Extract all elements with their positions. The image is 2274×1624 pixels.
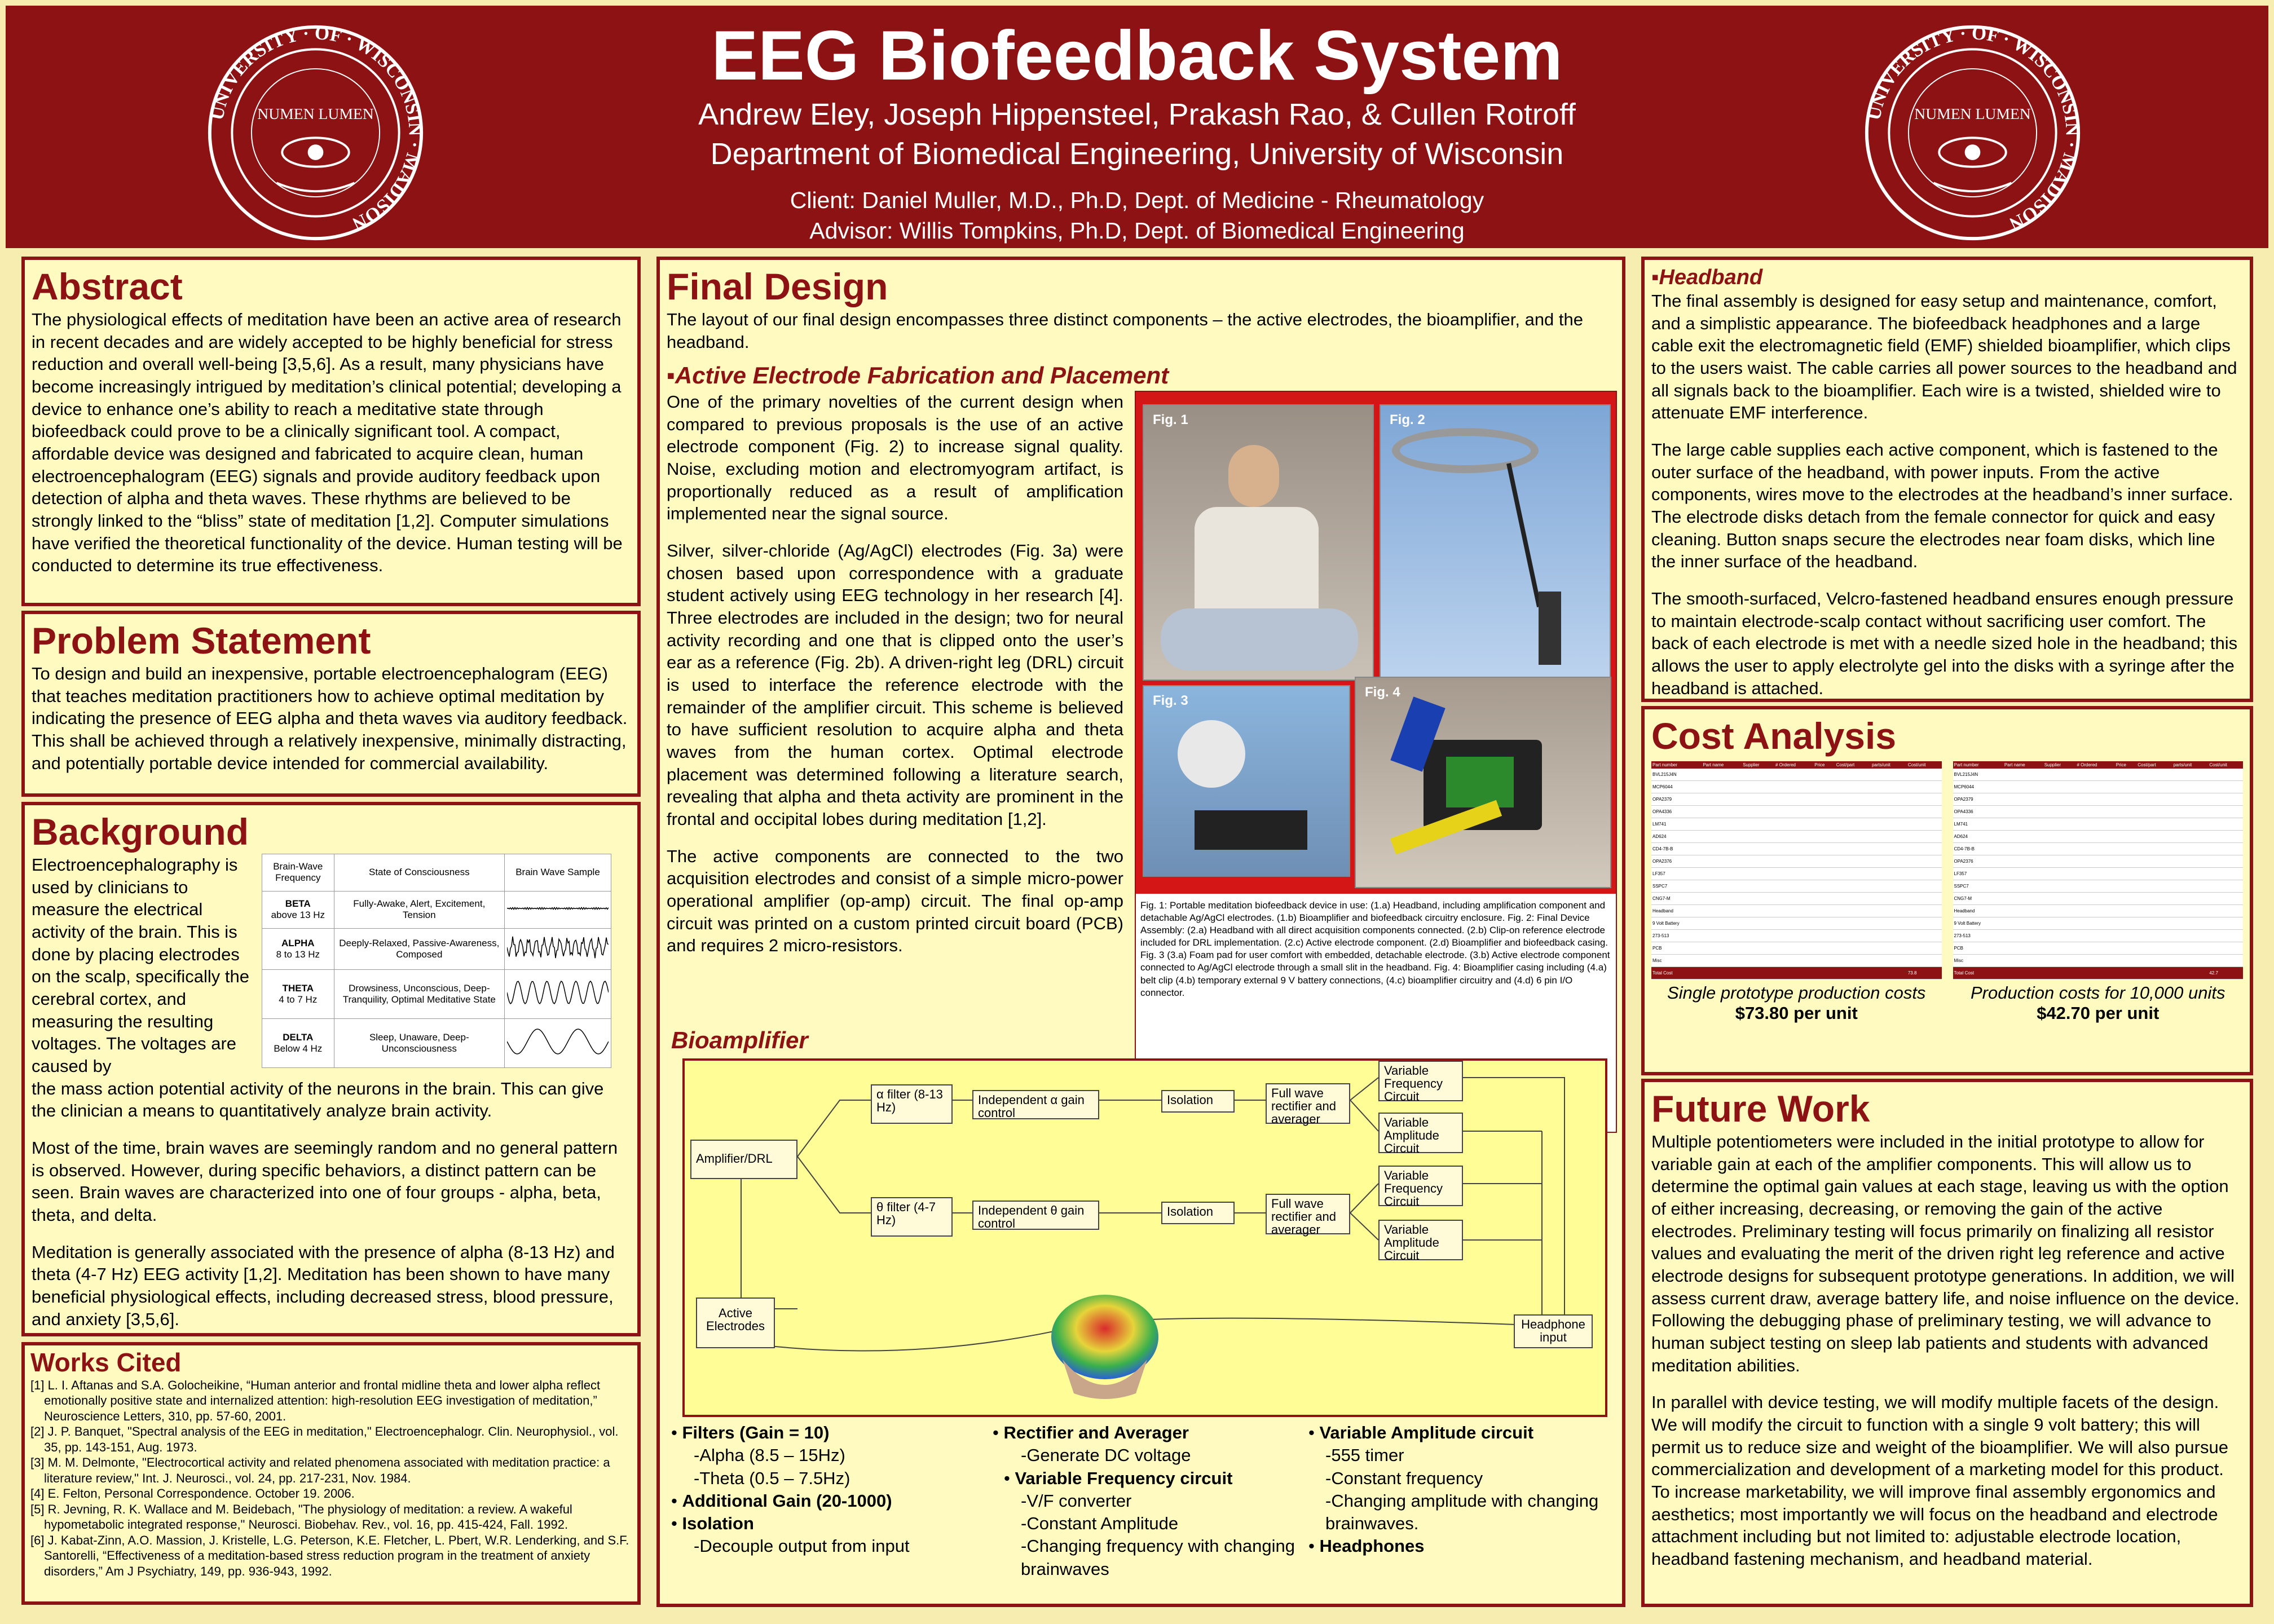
cost-row (1953, 905, 2244, 917)
abstract-text: The physiological effects of meditation have been an active area of research in recent decades and are widely accepted to be highly beneficial for stress reduction and overall well-being [3,5,6]. As a result, many physicians have become increasingly intrigued by meditation’s clinical potential; developing a device to enhance one’s ability to reach a meditative state through biofeedback could prove to be a clinically significant tool. A compact, affordable device was designed and fabricated to acquire clean, human electroencephalogram (EEG) signals and provide auditory feedback upon detection of alpha and theta waves. These rhythms are believed to be strongly linked to the “bliss” state of meditation [1,2]. Computer simulations have verified the theoretical functionality of the device. Human testing will be conducted to determine its true effectiveness. (32, 309, 623, 576)
cost-heading: Cost Analysis (1651, 715, 1897, 757)
bullet-item: -Decouple output from input (694, 1536, 910, 1556)
cost-row (1953, 942, 2244, 955)
bullet-item: -Generate DC voltage (1021, 1445, 1191, 1466)
var-amp-block-alpha: Variable Amplitude Circuit (1378, 1113, 1463, 1153)
fig3-photo (1143, 685, 1350, 877)
alpha-gain-block: Independent α gain control (972, 1090, 1099, 1119)
brain-head-image (1040, 1292, 1170, 1405)
cost-row (1651, 930, 1942, 942)
cost-part: LM741 (1953, 818, 2003, 831)
cost-col-header: Part name (2003, 761, 2043, 769)
advisor-line: Advisor: Willis Tompkins, Ph.D, Dept. of Biomedical Engineering (809, 218, 1465, 244)
bwt-name: BETA (285, 898, 311, 910)
poster-title: EEG Biofeedback System (711, 17, 1563, 95)
headband-p1: The final assembly is designed for easy setup and maintenance, comfort, and a simplistic appearance. The biofeedback headphones and a large cable exit the electromagnetic field (EMF) shielded bioamplifier, which clips to the users waist. The cable carries all power sources to the headband and all signals back to the bioamplifier. Each wire is a twisted, shielded wire to attenuate EMF interference. (1651, 291, 2237, 423)
future-heading: Future Work (1651, 1088, 1870, 1129)
cost-table-prototype (1651, 761, 1942, 980)
bwt-freq: Below 4 Hz (274, 1043, 323, 1054)
bwt-state: Fully-Awake, Alert, Excitement, Tension (334, 891, 504, 928)
cost-part: PCB (1953, 942, 2003, 955)
var-freq-block-alpha: Variable Frequency Circuit (1378, 1061, 1463, 1101)
cost-part: OPA4336 (1651, 806, 1702, 818)
future-work-panel (1641, 1079, 2253, 1607)
background-intro: Electroencephalography is used by clinicians to measure the electrical activity of the brain. This is done by placing electrodes on the scalp, specifically the cerebral cortex, and measuring the resulting voltages. The voltages are caused by (32, 854, 249, 1076)
cost-row (1953, 930, 2244, 942)
bullet-item: Isolation (682, 1513, 754, 1534)
isolation-block-theta: Isolation (1161, 1202, 1235, 1224)
works-cited-heading: Works Cited (30, 1348, 182, 1377)
cost-caption-production: Production costs for 10,000 units (1971, 983, 2225, 1003)
svg-text:NUMEN LUMEN: NUMEN LUMEN (257, 104, 374, 122)
bullet-item: Variable Frequency circuit (1015, 1468, 1233, 1488)
cost-total-value: 73.8 (1907, 967, 1942, 979)
cost-row (1651, 831, 1942, 843)
isolation-block-alpha: Isolation (1161, 1090, 1235, 1113)
department: Department of Biomedical Engineering, University of Wisconsin (710, 137, 1564, 171)
bullet-item: Headphones (1319, 1536, 1425, 1556)
bullet-item: -V/F converter (1021, 1490, 1132, 1511)
bioamp-box (1539, 592, 1561, 665)
cost-part: Misc (1651, 955, 1702, 967)
background-p2: Most of the time, brain waves are seemingly random and no general pattern is observed. However, during specific behaviors, a distinct pattern can be seen. Brain waves are characterized into one of four groups - alpha, beta, theta, and delta. (32, 1137, 618, 1225)
reference-item: [5] R. Jevning, R. K. Wallace and M. Beidebach, "The physiology of meditation: a review. A wakeful hypometabolic integrated response," Neurosci. Biobehav. Rev., vol. 16, pp. 415-424, Fall. 1992. (30, 1502, 572, 1532)
cost-row (1953, 868, 2244, 880)
bullet-item: Rectifier and Averager (1003, 1423, 1189, 1442)
cost-part: Headband (1651, 905, 1702, 917)
bullets-col3: • Variable Amplitude circuit -555 timer -Constant frequency -Changing amplitude with changing brainwaves. • Headphones (1308, 1422, 1624, 1558)
beta-wave-sample (507, 900, 609, 917)
fig2-label: Fig. 2 (1390, 412, 1425, 427)
cost-row (1953, 855, 2244, 868)
cost-row (1651, 843, 1942, 855)
reference-item: [6] J. Kabat-Zinn, A.O. Massion, J. Kristelle, L.G. Peterson, K.E. Fletcher, L. Pbert, W.R. Lenderking, and S.F. Santorelli, “Effectiveness of a meditation-based stress reduction program in the treatment of anxiety disorders,” Am J Psychiatry, 149, pp. 936-943, 1992. (30, 1533, 629, 1578)
cost-part: OPA4336 (1953, 806, 2003, 818)
cost-part: MCP6044 (1953, 781, 2003, 793)
cost-row (1651, 855, 1942, 868)
cost-row (1953, 769, 2244, 781)
bullet-item: Additional Gain (20-1000) (682, 1490, 892, 1511)
headband-ring (1392, 428, 1539, 473)
bullet-item: Variable Amplitude circuit (1319, 1423, 1534, 1442)
cost-row (1651, 955, 1942, 967)
bullet-item: -Theta (0.5 – 7.5Hz) (694, 1468, 850, 1488)
cost-total-label: Total Cost (1651, 967, 1702, 979)
bullets-col2: • Rectifier and Averager -Generate DC voltage • Variable Frequency circuit -V/F converter -Constant Amplitude -Changing frequency with changing brainwaves (993, 1422, 1308, 1581)
cost-price-prototype: $73.80 per unit (1735, 1003, 1858, 1023)
cost-col-header: Supplier (1742, 761, 1774, 769)
cost-total-label: Total Cost (1953, 967, 2003, 979)
abstract-heading: Abstract (32, 266, 183, 307)
poster-header (0, 0, 2274, 254)
problem-heading: Problem Statement (32, 620, 371, 661)
person-torso (1195, 507, 1319, 620)
fig2-photo (1380, 404, 1611, 681)
cost-part: AD624 (1953, 831, 2003, 843)
cost-row (1651, 905, 1942, 917)
background-intro-cont: the mass action potential activity of the neurons in the brain. This can give the clinician a means to quantitatively analyze brain activity. (32, 1078, 604, 1121)
reference-list (30, 1378, 632, 1579)
bullet-item: -Alpha (8.5 – 15Hz) (694, 1445, 845, 1466)
cost-part: 9 Volt Battery (1651, 917, 1702, 930)
cost-row (1953, 793, 2244, 806)
cable (1506, 463, 1541, 607)
cost-part: SSPC7 (1651, 880, 1702, 893)
fig3-label: Fig. 3 (1153, 693, 1188, 708)
bwt-header-sample: Brain Wave Sample (504, 854, 611, 891)
headband-p3: The smooth-surfaced, Velcro-fastened headband ensures enough pressure to maintain electrode-scalp contact without sacrificing user comfort. The back of each electrode is met with a needle sized hole in the headband; this allows the user to apply electrolyte gel into the disks with a syringe after the headband is attached. (1651, 589, 2238, 698)
cost-col-header: Cost/part (1835, 761, 1871, 769)
electrode-subheading: ▪Active Electrode Fabrication and Placement (667, 362, 1169, 389)
cost-part: MCP6044 (1651, 781, 1702, 793)
active-component (1195, 810, 1307, 850)
cost-col-header: Price (1813, 761, 1835, 769)
theta-wave-sample (507, 978, 609, 1007)
cost-col-header: Price (2115, 761, 2137, 769)
cost-part: Misc (1953, 955, 2003, 967)
fig4-photo (1355, 677, 1611, 888)
background-panel (21, 802, 641, 1336)
bullet-item: -Constant Amplitude (1021, 1513, 1179, 1534)
pcb (1446, 757, 1514, 807)
svg-text:UNIVERSITY · OF · WISCONSIN ·: UNIVERSITY · OF · WISCONSIN · MADISON (206, 23, 426, 235)
cost-part: OPA2376 (1651, 855, 1702, 868)
active-electrodes-block: Active Electrodes (696, 1298, 775, 1348)
cost-col-header: # Ordered (1774, 761, 1813, 769)
cost-part: 9 Volt Battery (1953, 917, 2003, 930)
brainwave-table (262, 854, 611, 1068)
headband-panel (1641, 257, 2253, 702)
authors: Andrew Eley, Joseph Hippensteel, Prakash Rao, & Cullen Rotroff (698, 98, 1576, 131)
cost-col-header: Cost/part (2136, 761, 2172, 769)
person-legs (1161, 608, 1358, 670)
cost-panel (1641, 706, 2253, 1075)
cost-row (1953, 955, 2244, 967)
problem-panel (21, 611, 641, 797)
electrode-p1: One of the primary novelties of the current design when compared to previous proposals is the use of an active electrode component (Fig. 2) to increase signal quality. Noise, excluding motion and electromyogram artifact, is proportionally reduced as a result of amplification implemented near the signal source. (667, 392, 1123, 524)
cost-row (1651, 818, 1942, 831)
theta-filter-block: θ filter (4-7 Hz) (871, 1197, 953, 1237)
future-p2: In parallel with device testing, we will modify multiple facets of the design. We will modify the circuit to function with a single 9 volt battery; this will permit us to reduce size and weight of the bioamplifier. We will also pursue commercialization and development of a marketing model for this product. To increase marketability, we will improve final assembly ergonomics and aesthetics; most importantly we will focus on the headband and electrode attachment including but not limited to: adjustable electrode location, headband fastening mechanism, and headband material. (1651, 1392, 2228, 1569)
bullet-item: -555 timer (1325, 1445, 1404, 1466)
bwt-state: Drowsiness, Unconscious, Deep-Tranquility, Optimal Meditative State (334, 969, 504, 1018)
cost-row (1651, 793, 1942, 806)
cost-part: BVL215J4N (1953, 769, 2003, 781)
bwt-state: Sleep, Unaware, Deep-Unconsciousness (334, 1018, 504, 1067)
cost-row (1651, 880, 1942, 893)
var-amp-block-theta: Variable Amplitude Circuit (1378, 1220, 1463, 1260)
cost-row (1953, 880, 2244, 893)
client-line: Client: Daniel Muller, M.D., Ph.D, Dept. of Medicine - Rheumatology (790, 187, 1484, 213)
cost-part: PCB (1651, 942, 1702, 955)
bwt-row (262, 891, 611, 928)
rectifier-block-alpha: Full wave rectifier and averager (1266, 1083, 1350, 1124)
cost-col-header: Part number (1651, 761, 1702, 769)
person-head (1228, 445, 1279, 507)
cost-col-header: parts/unit (1871, 761, 1907, 769)
block-diagram (682, 1058, 1607, 1417)
cost-row (1651, 868, 1942, 880)
bwt-name: DELTA (283, 1031, 314, 1043)
cost-row (1651, 781, 1942, 793)
cost-part: CNG7-M (1953, 893, 2003, 905)
cost-row (1953, 781, 2244, 793)
future-p1: Multiple potentiometers were included in the initial prototype to allow for variable gain at each of the amplifier components. This will allow us to determine the optimal gain values at each stage, leaving us with the option of either increasing, decreasing, or removing the gain of the active electrodes. Preliminary testing will focus primarily on finalizing all resistor values and evaluating the merit of the driven right leg reference and active electrode designs for subsequent prototype generations. In addition, we will assess current draw, average battery life, and noise influence on the device. Following the debugging phase of preliminary testing, we will advance to human subject testing on sleep lab patients and students with advanced meditation abilities. (1651, 1131, 2240, 1375)
svg-text:UNIVERSITY · OF · WISCONSIN ·: UNIVERSITY · OF · WISCONSIN · MADISON (1863, 23, 2083, 235)
cost-col-header: Part number (1953, 761, 2003, 769)
bwt-freq: 4 to 7 Hz (279, 994, 318, 1005)
cost-row (1953, 893, 2244, 905)
problem-text: To design and build an inexpensive, portable electroencephalogram (EEG) that teaches meditation practitioners how to achieve optimal meditation by indicating the presence of EEG alpha and theta waves via auditory feedback. This shall be achieved through a relatively inexpensive, minimally distracting, and potentially portable device intended for commercial availability. (32, 663, 628, 773)
bioamp-subheading: Bioamplifier (671, 1027, 808, 1053)
cost-part: 273-513 (1953, 930, 2003, 942)
headband-p2: The large cable supplies each active component, which is fastened to the outer surface of the headband, with power inputs. From the active components, wires move to the electrodes at the headband’s inner surface. The electrode disks detach from the female connector for quick and easy cleaning. Button snaps secure the electrodes near foam disks, which line the inner surface of the headband. (1651, 440, 2233, 572)
cost-total-value: 42.7 (2208, 967, 2243, 979)
electrode-text (667, 391, 1123, 972)
bwt-header-freq: Brain-Wave Frequency (262, 854, 334, 891)
bwt-freq: above 13 Hz (271, 910, 325, 921)
cost-row (1651, 769, 1942, 781)
cost-row (1953, 818, 2244, 831)
cost-row (1651, 893, 1942, 905)
cost-row (1953, 806, 2244, 818)
cost-total-row (1651, 967, 1942, 979)
cost-row (1953, 917, 2244, 930)
cost-col-header: parts/unit (2172, 761, 2208, 769)
rectifier-block-theta: Full wave rectifier and averager (1266, 1194, 1350, 1234)
bullet-item: -Changing amplitude with changing brainwaves. (1325, 1490, 1599, 1534)
cost-part: LF357 (1953, 868, 2003, 880)
cost-part: 273-513 (1651, 930, 1702, 942)
var-freq-block-theta: Variable Frequency Circuit (1378, 1166, 1463, 1206)
cost-col-header: Supplier (2043, 761, 2076, 769)
cost-col-header: Cost/unit (1907, 761, 1942, 769)
electrode-p3: The active components are connected to the two acquisition electrodes and consist of a simple micro-power operational amplifier (op-amp) circuit. The final op-amp circuit was printed on a custom printed circuit board (PCB) and requires 2 micro-resistors. (667, 846, 1123, 956)
reference-item: [3] M. M. Delmonte, "Electrocortical activity and related phenomena associated with meditation practice: a literature review," Int. J. Neurosci., vol. 24, pp. 217-231, Nov. 1984. (30, 1455, 610, 1485)
bwt-row (262, 969, 611, 1018)
headband-heading: ▪Headband (1651, 266, 1763, 289)
fig4-label: Fig. 4 (1365, 685, 1400, 700)
bullet-item: -Changing frequency with changing brainwaves (1021, 1536, 1295, 1579)
figure-block (1135, 391, 1617, 1133)
theta-gain-block: Independent θ gain control (972, 1201, 1099, 1230)
cost-part: CNG7-M (1651, 893, 1702, 905)
svg-text:NUMEN LUMEN: NUMEN LUMEN (1914, 104, 2031, 122)
bwt-row (262, 928, 611, 969)
bwt-name: THETA (282, 982, 314, 994)
background-p3: Meditation is generally associated with the presence of alpha (8-13 Hz) and theta (4-7 Hz) EEG activity [1,2]. Meditation has been shown to have many beneficial physiological effects, including decreased stress, blood pressure, and anxiety [3,5,6]. (32, 1242, 615, 1329)
cost-col-header: # Ordered (2075, 761, 2114, 769)
reference-item: [1] L. I. Aftanas and S.A. Golocheikine, “Human anterior and frontal midline theta and lower alpha reflect emotionally positive state and internalized attention: high-resolution EEG investigation of meditation,” Neuroscience Letters, 310, pp. 57-60, 2001. (30, 1378, 601, 1423)
cost-table-production (1953, 761, 2244, 980)
bullet-item: -Constant frequency (1325, 1468, 1483, 1488)
electrode-p2: Silver, silver-chloride (Ag/AgCl) electrodes (Fig. 3a) were chosen based upon correspondence with a graduate student actively using EEG technology in her research [4]. Three electrodes are included in the design; two for neural activity recording and one that is clipped onto the user’s ear as a reference (Fig. 2b). A driven-right leg (DRL) circuit is used to interface the reference electrode with the remainder of the amplifier circuit. This scheme is believed to have sufficient resolution to acquire alpha and theta waves from the human cortex. Optimal electrode placement was determined following a literature search, revealing that alpha and theta activity are prominent in the frontal and occipital lobes during meditation [1,2]. (667, 541, 1123, 829)
bullet-item: Filters (Gain = 10) (682, 1423, 830, 1442)
cost-part: AD624 (1651, 831, 1702, 843)
alpha-wave-sample (507, 936, 609, 959)
figure-caption: Fig. 1: Portable meditation biofeedback device in use: (1.a) Headband, including amplification component and detachable Ag/AgCl electrodes. (1.b) Bioamplifier and biofeedback circuitry enclosure. Fig. 2: Final Device Assembly: (2.a) Headband with all direct acquisition components connected. (2.b) Clip-on reference electrode included for DRL implementation. (2.c) Active electrode component. (2.d) Bioamplifier and biofeedback casing. Fig. 3 (3.a) Foam pad for user comfort with embedded, detachable electrode. (3.b) Active electrode component connected to Ag/AgCl electrode through a small slit in the headband. Fig. 4: Bioamplifier casing including (4.a) belt clip (4.b) temporary external 9 V battery connections, (4.c) bioamplifier circuitry and (4.d) 6 pin I/O connector. (1140, 900, 1610, 998)
cost-caption-prototype: Single prototype production costs (1667, 983, 1926, 1003)
works-cited-panel (21, 1342, 641, 1605)
cost-total-row (1953, 967, 2244, 979)
cost-part: OPA2379 (1651, 793, 1702, 806)
bwt-name: ALPHA (281, 937, 315, 948)
cost-part: Headband (1953, 905, 2003, 917)
cost-col-header: Cost/unit (2208, 761, 2243, 769)
cost-col-header: Part name (1702, 761, 1742, 769)
abstract-panel (21, 257, 641, 606)
amplifier-drl-block: Amplifier/DRL (690, 1140, 797, 1179)
delta-wave-sample (507, 1027, 609, 1056)
foam-pad (1178, 720, 1245, 788)
cost-part: CD4-7B-B (1651, 843, 1702, 855)
cost-price-production: $42.70 per unit (2037, 1003, 2160, 1023)
reference-item: [2] J. P. Banquet, "Spectral analysis of the EEG in meditation," Electroencephalogr. Clin. Neurophysiol., vol. 35, pp. 143-151, Aug. 1973. (30, 1424, 619, 1454)
bwt-header-state: State of Consciousness (334, 854, 504, 891)
cost-part: CD4-7B-B (1953, 843, 2003, 855)
reference-item: [4] E. Felton, Personal Correspondence. October 19. 2006. (30, 1486, 355, 1501)
cost-part: OPA2376 (1953, 855, 2003, 868)
final-design-heading: Final Design (667, 266, 888, 307)
cost-part: OPA2379 (1953, 793, 2003, 806)
fig1-photo (1143, 404, 1374, 681)
final-design-intro: The layout of our final design encompasses three distinct components – the active electrodes, the bioamplifier, and the headband. (667, 309, 1584, 352)
final-design-panel (656, 257, 1625, 1607)
bullets-col1: • Filters (Gain = 10) -Alpha (8.5 – 15Hz) -Theta (0.5 – 7.5Hz) • Additional Gain (20-1000) • Isolation -Decouple output from input (671, 1422, 987, 1558)
cost-part: LF357 (1651, 868, 1702, 880)
bwt-state: Deeply-Relaxed, Passive-Awareness, Composed (334, 928, 504, 969)
fig1-label: Fig. 1 (1153, 412, 1188, 427)
cost-row (1953, 843, 2244, 855)
cost-part: BVL215J4N (1651, 769, 1702, 781)
cost-row (1953, 831, 2244, 843)
cost-part: LM741 (1651, 818, 1702, 831)
alpha-filter-block: α filter (8-13 Hz) (871, 1084, 953, 1124)
cost-row (1651, 942, 1942, 955)
cost-row (1651, 806, 1942, 818)
bwt-row (262, 1018, 611, 1067)
cost-row (1651, 917, 1942, 930)
bwt-freq: 8 to 13 Hz (276, 948, 320, 960)
cost-part: SSPC7 (1953, 880, 2003, 893)
headphone-input-block: Headphone input (1514, 1314, 1593, 1348)
background-heading: Background (32, 811, 249, 853)
